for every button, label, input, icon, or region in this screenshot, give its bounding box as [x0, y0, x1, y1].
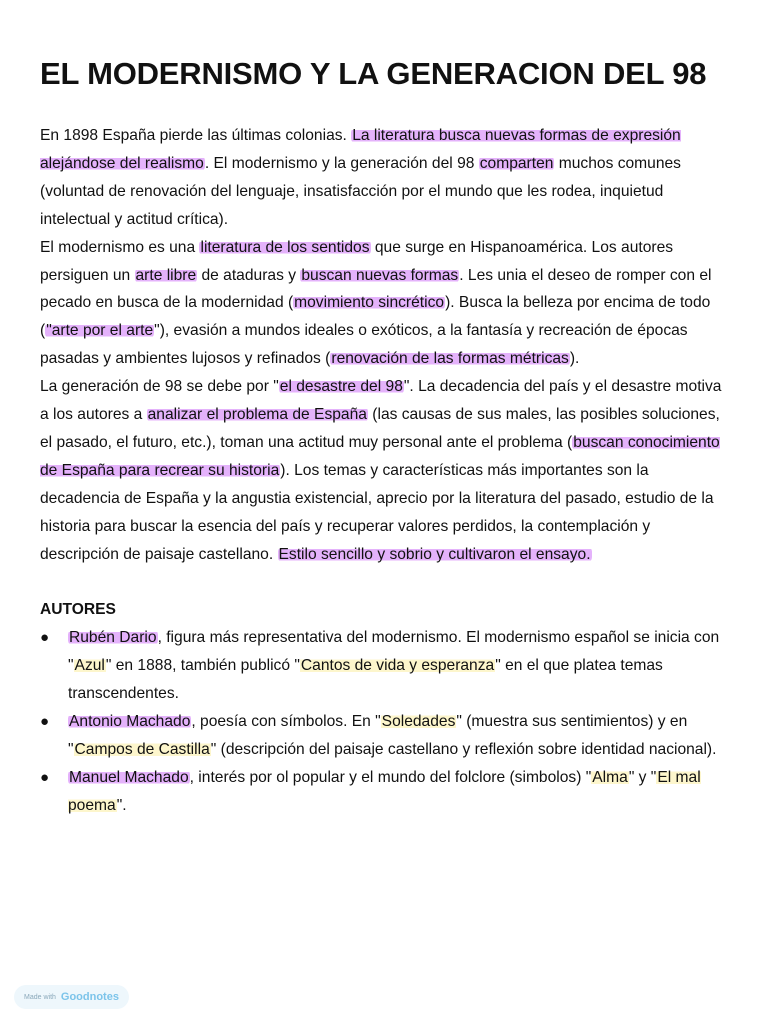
- list-item: [40, 624, 730, 708]
- goodnotes-logo: Goodnotes: [60, 991, 119, 1003]
- highlight: buscan conocimiento de España para recrear su historia: [40, 433, 720, 479]
- highlight: comparten: [479, 154, 554, 172]
- highlight: movimiento sincrético: [294, 294, 445, 312]
- document-body: [40, 122, 730, 820]
- text-span: que surge en Hispanoamérica. Los autores persiguen un: [40, 238, 674, 284]
- author-name: Rubén Dario: [69, 629, 157, 647]
- paragraph-modernismo: [40, 234, 730, 374]
- work-title: Alma: [592, 768, 628, 786]
- author-name: Manuel Machado: [69, 768, 189, 786]
- highlight: el desastre del 98: [279, 378, 403, 396]
- text-span: . Les unia el deseo de romper con el pecado en busca de la modernidad (: [40, 266, 712, 312]
- text-span: " (descripción del paisaje castellano y reflexión sobre identidad nacional).: [210, 740, 717, 758]
- blank-line: [40, 569, 730, 597]
- text-span: ).: [569, 350, 580, 368]
- highlight: La literatura busca nuevas formas de expresión alejándose del realismo: [40, 127, 681, 172]
- text-span: , poesía con símbolos. En ": [191, 713, 381, 731]
- bullet-icon: ●: [40, 713, 50, 731]
- made-with-goodnotes-badge[interactable]: [14, 985, 129, 1009]
- highlight: literatura de los sentidos: [200, 238, 370, 256]
- highlight: renovación de las formas métricas: [331, 350, 569, 368]
- paragraph-generacion-98: [40, 373, 730, 568]
- text-span: " en 1888, también publicó ": [105, 657, 300, 675]
- text-span: muchos comunes (voluntad de renovación del lenguaje, insatisfacción por el mundo que les rodea, inquietud intelectual y actitud crítica).: [40, 154, 681, 228]
- text-span: " en el que platea temas transcendentes.: [68, 657, 663, 703]
- text-span: La generación de 98 se debe por ": [40, 378, 279, 396]
- list-item: [40, 708, 730, 764]
- text-span: , interés por ol popular y el mundo del folclore (simbolos) ": [189, 768, 592, 786]
- highlight: "arte por el arte: [46, 322, 154, 340]
- work-title: El mal poema: [68, 768, 701, 814]
- author-name: Antonio Machado: [69, 713, 191, 731]
- text-span: "), evasión a mundos ideales o exóticos, a la fantasía y recreación de épocas pasadas y ambientes lujosos y refinados (: [40, 322, 688, 368]
- text-span: En 1898 España pierde las últimas colonias.: [40, 127, 352, 144]
- page-title: EL MODERNISMO Y LA GENERACION DEL 98: [40, 56, 707, 91]
- text-span: de ataduras y: [197, 266, 301, 284]
- highlight: analizar el problema de España: [147, 406, 367, 424]
- text-span: El modernismo es una: [40, 238, 200, 256]
- list-item: [40, 764, 730, 820]
- text-span: (las causas de sus males, las posibles soluciones, el pasado, el futuro, etc.), toman una actitud muy personal ante el problema (: [40, 406, 720, 451]
- highlight: Estilo sencillo y sobrio y cultivaron el ensayo.: [278, 545, 591, 563]
- work-title: Campos de Castilla: [74, 740, 210, 758]
- text-span: ). Los temas y características más importantes son la decadencia de España y la angustia existencial, aprecio por la literatura del pasado, estudio de la historia para buscar la esencia del país y recuperar valores perdidos, la contemplación y descripción de paisaje castellano.: [40, 461, 714, 563]
- authors-list: [40, 624, 730, 819]
- text-span: . El modernismo y la generación del 98: [204, 154, 479, 172]
- highlight: buscan nuevas formas: [301, 266, 459, 284]
- badge-prefix: Made with: [24, 993, 56, 1001]
- paragraph-intro: [40, 122, 730, 234]
- text-span: " (muestra sus sentimientos) y en ": [68, 713, 688, 758]
- bullet-icon: ●: [40, 768, 50, 786]
- text-span: ). Busca la belleza por encima de todo (: [40, 294, 711, 340]
- highlight: arte libre: [135, 266, 197, 284]
- text-span: ".: [116, 796, 127, 814]
- work-title: Cantos de vida y esperanza: [300, 657, 495, 675]
- work-title: Azul: [74, 657, 105, 675]
- work-title: Soledades: [381, 713, 456, 731]
- text-span: ". La decadencia del país y el desastre motiva a los autores a: [40, 378, 722, 424]
- authors-heading: AUTORES: [40, 601, 116, 619]
- bullet-icon: ●: [40, 629, 50, 647]
- text-span: , figura más representativa del modernismo. El modernismo español se inicia con ": [68, 629, 720, 675]
- text-span: " y ": [628, 768, 657, 786]
